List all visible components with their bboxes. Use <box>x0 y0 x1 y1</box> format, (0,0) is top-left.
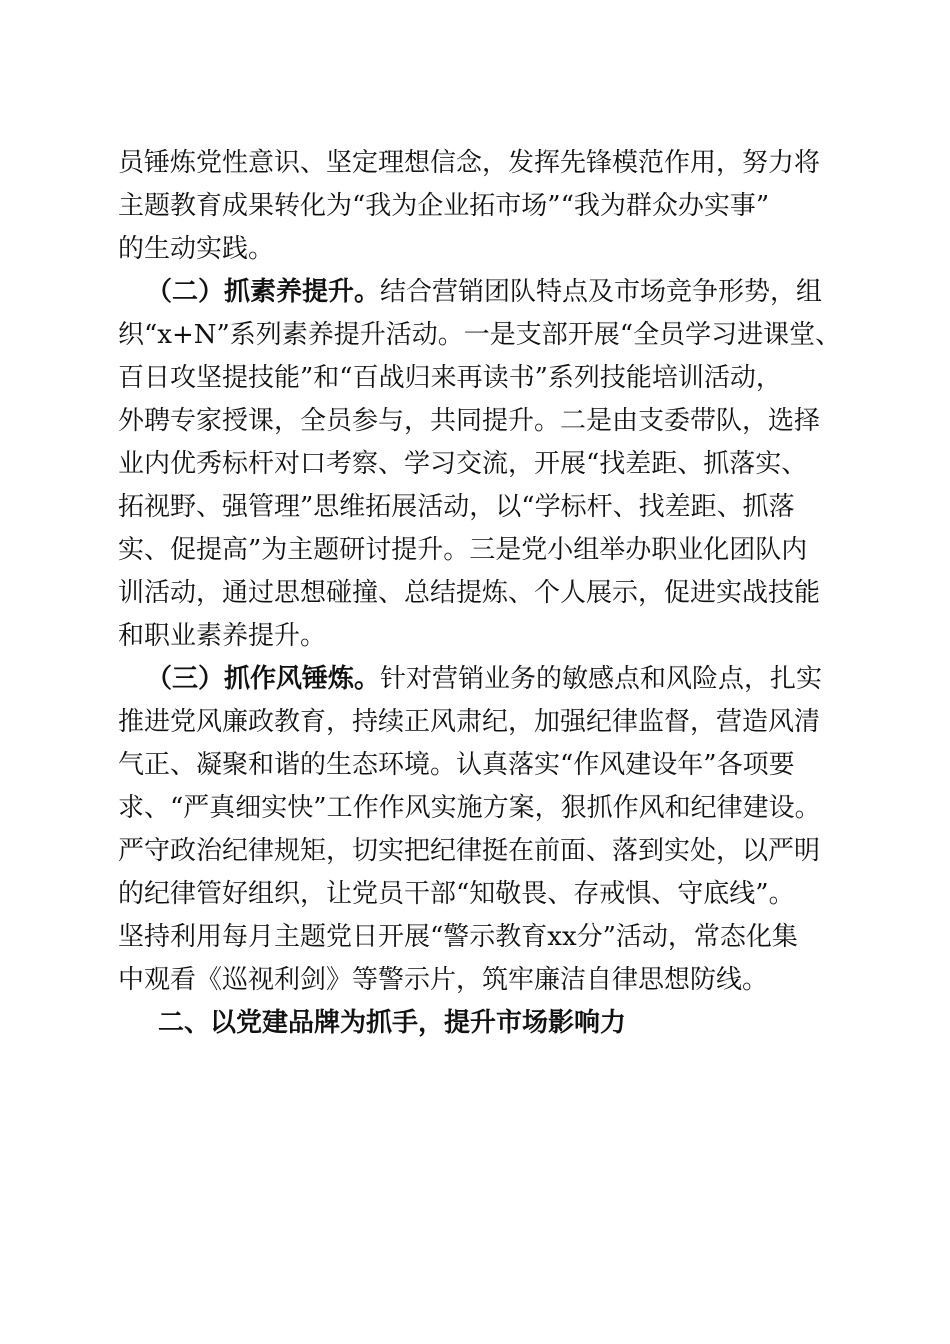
paragraph-2-lead: （二）抓素养提升。 <box>146 277 381 307</box>
paragraph-3-line-8: 中观看《巡视利剑》等警示片，筑牢廉洁自律思想防线。 <box>118 965 769 995</box>
paragraph-1-line-3: 的生动实践。 <box>118 234 275 264</box>
paragraph-2-line-6: 拓视野、强管理”思维拓展活动，以“学标杆、找差距、抓落 <box>118 492 795 522</box>
paragraph-3-line-2: 推进党风廉政教育，持续正风肃纪，加强纪律监督，营造风清 <box>118 707 821 737</box>
paragraph-3-line-3: 气正、凝聚和谐的生态环境。认真落实“作风建设年”各项要 <box>118 750 795 780</box>
section-heading: 二、以党建品牌为抓手，提升市场影响力 <box>158 1008 627 1038</box>
paragraph-3-line-6: 的纪律管好组织，让党员干部“知敬畏、存戒惧、守底线”。 <box>118 879 795 909</box>
paragraph-2-line-7: 实、促提高”为主题研讨提升。三是党小组举办职业化团队内 <box>118 535 808 565</box>
paragraph-3-first-line-text: 针对营销业务的敏感点和风险点，扎实 <box>380 664 823 694</box>
paragraph-3-first-line <box>146 659 950 699</box>
paragraph-3-line-5: 严守政治纪律规矩，切实把纪律挺在前面、落到实处，以严明 <box>118 836 821 866</box>
paragraph-2-first-line <box>146 272 950 312</box>
paragraph-2-line-9: 和职业素养提升。 <box>118 621 327 651</box>
paragraph-2-first-line-text: 结合营销团队特点及市场竞争形势，组 <box>380 277 823 307</box>
paragraph-3-line-4: 求、“严真细实快”工作作风实施方案，狠抓作风和纪律建设。 <box>118 793 821 823</box>
paragraph-3-lead: （三）抓作风锤炼。 <box>146 664 381 694</box>
paragraph-1-line-1: 员锤炼党性意识、坚定理想信念，发挥先锋模范作用，努力将 <box>118 148 821 178</box>
paragraph-1-line-2: 主题教育成果转化为“我为企业拓市场”“我为群众办实事” <box>118 191 770 221</box>
paragraph-2-line-3: 百日攻坚提技能”和“百战归来再读书”系列技能培训活动， <box>118 363 782 393</box>
paragraph-2-line-5: 业内优秀标杆对口考察、学习交流，开展“找差距、抓落实、 <box>118 449 808 479</box>
paragraph-2-line-8: 训活动，通过思想碰撞、总结提炼、个人展示，促进实战技能 <box>118 578 821 608</box>
paragraph-2-line-4: 外聘专家授课，全员参与，共同提升。二是由支委带队，选择 <box>118 406 821 436</box>
paragraph-3-line-7: 坚持利用每月主题党日开展“警示教育xx分”活动，常态化集 <box>118 922 798 952</box>
paragraph-2-line-2: 织“x+N”系列素养提升活动。一是支部开展“全员学习进课堂、 <box>118 320 842 350</box>
